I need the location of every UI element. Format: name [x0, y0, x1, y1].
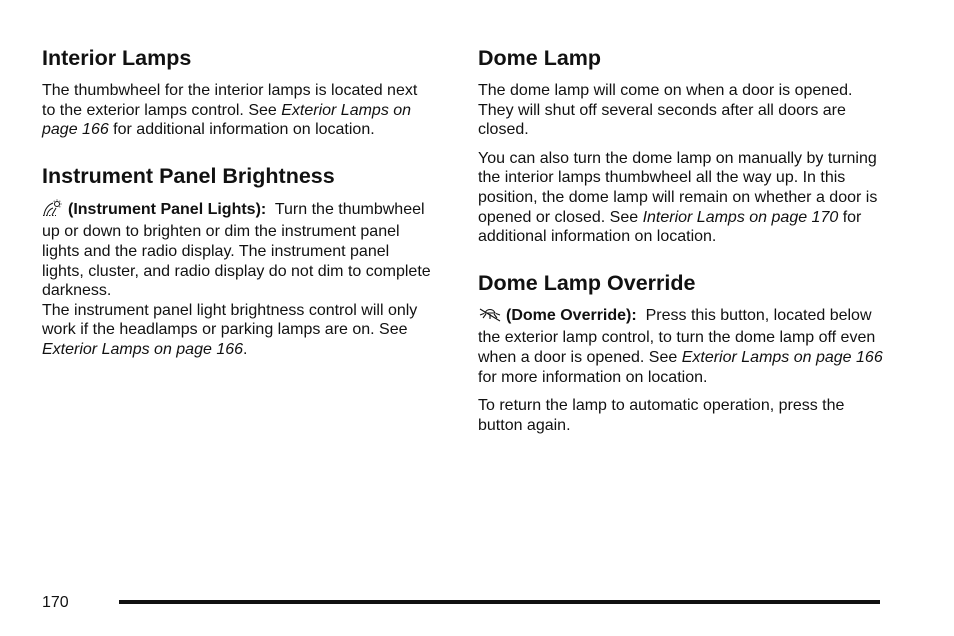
right-column [478, 44, 888, 444]
interior-lamps-paragraph [42, 81, 434, 140]
text-run: You can also turn the dome lamp on manually by turning the interior lamps thumbwheel all the way up. In this position, the dome lamp will remain on whether a door is opened or closed. See [478, 149, 878, 226]
lead-label: (Instrument Panel Lights): [68, 200, 267, 218]
footer-rule [119, 600, 880, 604]
cross-reference-link[interactable]: Interior Lamps on page 170 [642, 208, 839, 226]
text-run: The thumbwheel for the interior lamps is located next to the exterior lamps control. See [42, 82, 418, 119]
text-run: The instrument panel light brightness control will only work if the headlamps or parking lamps are on. See [42, 301, 418, 339]
text-run: for additional information on location. [108, 121, 375, 139]
dome-override-return-paragraph: To return the lamp to automatic operation, press the button again. [478, 397, 845, 434]
text-run: Press this button, located below the exterior lamp control, to turn the dome lamp off even when a door is opened. See [478, 306, 876, 366]
dome-override-paragraph [478, 306, 888, 387]
interior-lamps-heading: Interior Lamps [42, 46, 192, 70]
cross-reference-link[interactable]: Exterior Lamps on page 166 [42, 101, 412, 139]
instrument-panel-brightness-heading: Instrument Panel Brightness [42, 163, 335, 188]
dome-lamp-paragraph-2 [478, 149, 888, 247]
dome-override-icon [478, 307, 502, 329]
text-run: for additional information on location. [478, 208, 862, 246]
cross-reference-link[interactable]: Exterior Lamps on page 166 [42, 340, 244, 358]
instrument-panel-lights-icon [42, 199, 64, 223]
text-run: for more information on location. [478, 368, 708, 386]
dome-lamp-override-heading: Dome Lamp Override [478, 270, 696, 295]
dome-lamp-heading: Dome Lamp [478, 46, 602, 70]
left-column [42, 44, 434, 369]
page-number: 170 [42, 594, 69, 611]
text-run: . [243, 340, 248, 358]
instrument-panel-note-paragraph [42, 301, 434, 360]
text-run: Turn the thumbwheel up or down to brighten or dim the instrument panel lights and the radio display. The instrument panel lights, cluster, and radio display do not dim to complete darkness. [42, 200, 431, 300]
dome-lamp-paragraph-1: The dome lamp will come on when a door is opened. They will shut off several seconds after all doors are closed. [478, 82, 853, 139]
cross-reference-link[interactable]: Exterior Lamps on page 166 [681, 348, 883, 366]
instrument-panel-lights-paragraph [42, 199, 434, 301]
lead-label: (Dome Override): [506, 306, 637, 324]
